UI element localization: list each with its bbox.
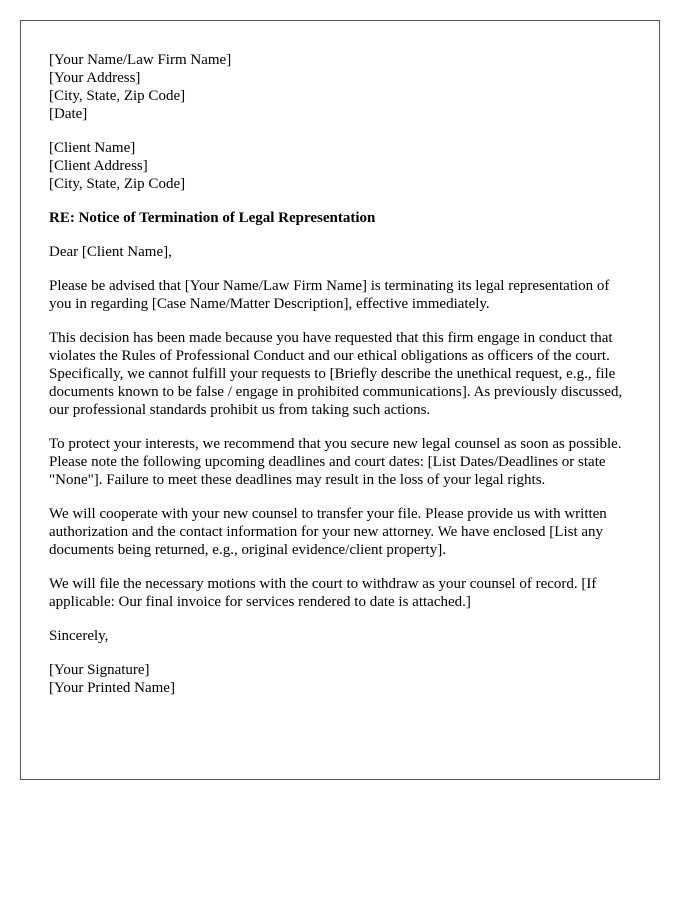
paragraph-file-transfer: We will cooperate with your new counsel to transfer your file. Please provide us with written authorization and the contact information for your new attorney. We have enclosed [List any documents being returned, e.g., original evidence/client property].	[49, 506, 607, 558]
subject-line: RE: Notice of Termination of Legal Representation	[49, 210, 376, 226]
salutation: Dear [Client Name],	[49, 244, 172, 260]
printed-name: [Your Printed Name]	[49, 680, 175, 696]
sender-city-state-zip: [City, State, Zip Code]	[49, 88, 186, 104]
sender-address: [Your Address]	[49, 70, 141, 86]
recipient-address: [Client Address]	[49, 158, 148, 174]
letter-date: [Date]	[49, 106, 88, 122]
sender-block	[49, 51, 631, 123]
sender-name: [Your Name/Law Firm Name]	[49, 52, 232, 68]
signature-line: [Your Signature]	[49, 662, 150, 678]
paragraph-withdrawal: We will file the necessary motions with the court to withdraw as your counsel of record. [If applicable: Our final invoice for services rendered to date is attached.]	[49, 576, 597, 610]
paragraph-new-counsel: To protect your interests, we recommend that you secure new legal counsel as soon as possible. Please note the following upcoming deadlines and court dates: [List Dates/Deadlines or state "None"]. Failure to meet these deadlines may result in the loss of your legal rights.	[49, 436, 622, 488]
recipient-block	[49, 139, 631, 193]
letter-document	[20, 20, 660, 780]
closing: Sincerely,	[49, 628, 109, 644]
recipient-city-state-zip: [City, State, Zip Code]	[49, 176, 186, 192]
signature-block	[49, 661, 631, 697]
recipient-name: [Client Name]	[49, 140, 136, 156]
paragraph-reason: This decision has been made because you have requested that this firm engage in conduct that violates the Rules of Professional Conduct and our ethical obligations as officers of the court. Specifically, we cannot fulfill your requests to [Briefly describe the unethical request, e.g., file documents known to be false / engage in prohibited communications]. As previously discussed, our professional standards prohibit us from taking such actions.	[49, 330, 623, 418]
paragraph-termination-notice: Please be advised that [Your Name/Law Firm Name] is terminating its legal representation of you in regarding [Case Name/Matter Description], effective immediately.	[49, 278, 610, 312]
